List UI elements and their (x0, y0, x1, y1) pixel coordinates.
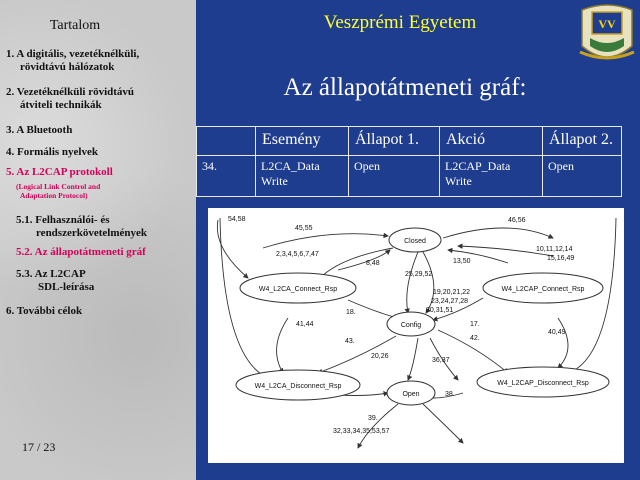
page-number: 17 / 23 (22, 440, 56, 454)
university-name: Veszprémi Egyetem (323, 12, 477, 33)
cell-event-line: Write (261, 174, 288, 188)
column-header-state2: Állapot 2. (543, 127, 622, 156)
toc-item-3[interactable]: 3. A Bluetooth (6, 124, 73, 136)
node-label-closed: Closed (404, 238, 426, 245)
crest-letters: VV (598, 17, 616, 31)
toc-item-1[interactable] (6, 48, 139, 74)
toc-item-6[interactable]: 6. További célok (6, 305, 83, 317)
toc-item-4[interactable]: 4. Formális nyelvek (6, 146, 98, 158)
column-header-event: Esemény (256, 127, 349, 156)
edge-label: 40,49 (548, 329, 566, 336)
edge-label: 23,24,27,28 (431, 298, 468, 305)
edge-label: 15,16,49 (547, 255, 575, 262)
edge-label: 32,33,34,35,53,57 (333, 428, 390, 435)
edge-label: 42. (470, 335, 480, 342)
toc-item-line: 1. A digitális, vezetéknélküli, (6, 48, 140, 60)
cell-num: 34. (197, 156, 256, 197)
cell-action (440, 156, 543, 197)
cell-state1: Open (349, 156, 440, 197)
edge-label: 38. (445, 391, 455, 398)
toc-item-5-subnote (16, 182, 100, 200)
transition-table (196, 126, 622, 197)
edge-label: 43. (345, 338, 355, 345)
toc-item-5-2[interactable]: 5.2. Az állapotátmeneti gráf (16, 246, 146, 258)
column-header-num (197, 127, 256, 156)
node-label-w4-l2cap-connect: W4_L2CAP_Connect_Rsp (501, 286, 585, 293)
edge-label: 45,55 (295, 225, 313, 232)
toc-item-line: 5.1. Felhasználói- és (16, 214, 110, 226)
node-label-open: Open (402, 391, 420, 398)
toc-item-line: átviteli technikák (20, 99, 102, 111)
state-transition-graph (208, 208, 624, 463)
edge-label: 25,29,52 (405, 271, 433, 278)
node-label-w4-l2ca-disconnect: W4_L2CA_Disconnect_Rsp (254, 383, 342, 390)
toc-item-line: rövidtávú hálózatok (20, 61, 115, 73)
edge-label: 19,20,21,22 (433, 289, 470, 296)
edge-label: 20,26 (371, 353, 389, 360)
node-label-config: Config (400, 322, 422, 329)
sidebar (0, 0, 196, 480)
toc-item-5-1[interactable] (16, 214, 147, 240)
table-header-row (197, 127, 622, 156)
edge-label: 41,44 (296, 321, 314, 328)
toc-item-line: 5.3. Az L2CAP (16, 268, 86, 280)
column-header-state1: Állapot 1. (349, 127, 440, 156)
toc-item-line: rendszerkövetelmények (36, 227, 147, 239)
column-header-action: Akció (440, 127, 543, 156)
edge-label: 18. (346, 309, 356, 316)
cell-action-line: Write (445, 174, 472, 188)
slide-title: Az állapotátmeneti gráf: (283, 74, 527, 101)
edge-label: 54,58 (228, 216, 246, 223)
subnote-line: Adaptation Protocol) (20, 191, 88, 200)
node-label-w4-l2ca-connect: W4_L2CA_Connect_Rsp (258, 286, 338, 293)
edge-label: 39. (368, 415, 378, 422)
toc-item-line: 2. Vezetéknélküli rövidtávú (6, 86, 135, 98)
toc-item-2[interactable] (6, 86, 134, 112)
edge-label: 10,11,12,14 (536, 246, 573, 253)
university-crest-logo (578, 2, 636, 68)
table-row (197, 156, 622, 197)
cell-event (256, 156, 349, 197)
toc-item-5[interactable]: 5. Az L2CAP protokoll (6, 166, 113, 178)
cell-event-line: L2CA_Data (261, 159, 320, 173)
edge-label: 36,37 (432, 357, 450, 364)
cell-state2: Open (543, 156, 622, 197)
edge-label: 30,31,51 (426, 307, 454, 314)
subnote-line: (Logical Link Control and (16, 182, 101, 191)
edge-label: 8,48 (366, 260, 380, 267)
sidebar-title: Tartalom (49, 18, 101, 33)
edge-label: 13,50 (453, 258, 471, 265)
edge-label: 17. (470, 321, 480, 328)
cell-action-line: L2CAP_Data (445, 159, 511, 173)
node-label-w4-l2cap-disconnect: W4_L2CAP_Disconnect_Rsp (497, 380, 589, 387)
toc-item-5-3[interactable] (16, 268, 94, 294)
edge-label: 46,56 (508, 217, 526, 224)
edge-label: 2,3,4,5,6,7,47 (276, 251, 319, 258)
toc-item-line: SDL-leírása (38, 281, 95, 293)
